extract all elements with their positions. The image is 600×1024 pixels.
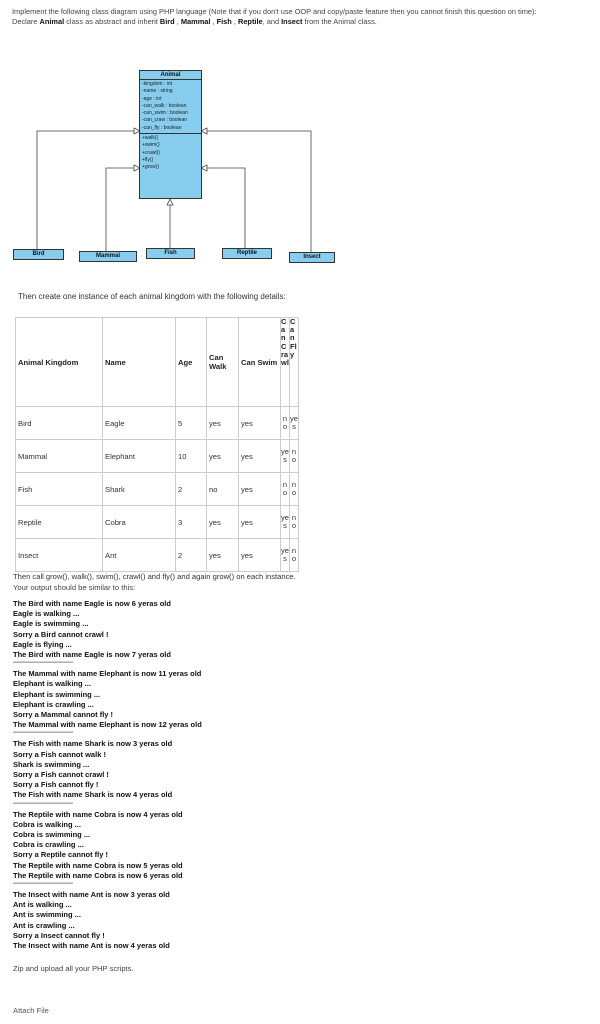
call-instruction-text: Then call grow(), walk(), swim(), crawl() and fly() and again grow() on each instance. bbox=[13, 572, 296, 581]
output-line: Sorry a Fish cannot walk ! bbox=[13, 749, 106, 759]
table-header-row bbox=[16, 318, 299, 407]
table-cell: no bbox=[281, 407, 290, 440]
output-line: Sorry a Bird cannot crawl ! bbox=[13, 629, 109, 639]
header-cell: Can Walk bbox=[207, 318, 239, 407]
output-line: Elephant is crawling ... bbox=[13, 699, 94, 709]
intro-text: class as abstract and inherit bbox=[64, 17, 160, 26]
header-cell: Age bbox=[176, 318, 207, 407]
arrow-fish bbox=[167, 199, 173, 205]
table-cell: 5 bbox=[176, 407, 207, 440]
header-cell: Name bbox=[103, 318, 176, 407]
output-line: Eagle is swimming ... bbox=[13, 619, 89, 629]
table-cell: Mammal bbox=[16, 440, 103, 473]
output-line: Ant is crawling ... bbox=[13, 920, 75, 930]
output-line: Ant is walking ... bbox=[13, 900, 72, 910]
table-cell: Shark bbox=[103, 473, 176, 506]
intro-insect: Insect bbox=[281, 17, 303, 26]
output-line: The Bird with name Eagle is now 7 yeras old bbox=[13, 650, 171, 660]
class-diagram bbox=[0, 62, 600, 272]
output-line: Elephant is walking ... bbox=[13, 679, 91, 689]
operation: +crawl() bbox=[142, 149, 160, 156]
table-cell: yes bbox=[239, 440, 281, 473]
attribute: -can_swim : boolean bbox=[142, 110, 188, 117]
output-line: Sorry a Reptile cannot fly ! bbox=[13, 850, 109, 860]
bird-class-box: Bird bbox=[13, 249, 64, 260]
header-cell: Can Swim bbox=[239, 318, 281, 407]
table-cell: no bbox=[290, 473, 299, 506]
intro-comma: , bbox=[210, 17, 217, 26]
output-line: The Insect with name Ant is now 3 yeras old bbox=[13, 890, 170, 900]
table-row bbox=[16, 539, 299, 572]
table-cell: 3 bbox=[176, 506, 207, 539]
intro-line-1: Implement the following class diagram using PHP language (Note that if you don't use OOP and copy/paste feature then you cannot finish this question on time): bbox=[12, 7, 537, 16]
table-cell: yes bbox=[239, 506, 281, 539]
output-line: The Reptile with name Cobra is now 4 yeras old bbox=[13, 809, 183, 819]
intro-mammal: Mammal bbox=[180, 17, 211, 26]
attach-file-link[interactable]: Attach File bbox=[13, 1006, 49, 1015]
separator: ------------------------------ bbox=[13, 730, 73, 737]
output-line: The Mammal with name Elephant is now 12 yeras old bbox=[13, 720, 202, 730]
animal-class-box bbox=[139, 70, 202, 199]
table-cell: Insect bbox=[16, 539, 103, 572]
question-intro bbox=[12, 7, 592, 27]
table-row bbox=[16, 473, 299, 506]
output-line: Eagle is flying ... bbox=[13, 639, 72, 649]
table-cell: yes bbox=[281, 440, 290, 473]
table-cell: Eagle bbox=[103, 407, 176, 440]
intro-line-2 bbox=[12, 17, 592, 27]
output-group-fish bbox=[13, 739, 593, 806]
separator: ------------------------------ bbox=[13, 800, 73, 807]
output-line: Cobra is walking ... bbox=[13, 819, 81, 829]
attribute: -can_craw : boolean bbox=[142, 117, 188, 124]
table-cell: Ant bbox=[103, 539, 176, 572]
table-cell: yes bbox=[290, 407, 299, 440]
output-line: The Fish with name Shark is now 3 yeras old bbox=[13, 739, 173, 749]
table-cell: Cobra bbox=[103, 506, 176, 539]
intro-fish: Fish bbox=[216, 17, 232, 26]
table-cell: 2 bbox=[176, 539, 207, 572]
instances-instruction: Then create one instance of each animal kingdom with the following details: bbox=[18, 292, 286, 301]
table-cell: yes bbox=[281, 539, 290, 572]
output-line: Sorry a Fish cannot fly ! bbox=[13, 780, 99, 790]
line-reptile bbox=[207, 168, 245, 248]
table-cell: no bbox=[290, 506, 299, 539]
intro-bird: Bird bbox=[159, 17, 175, 26]
header-cell: Can Crawl bbox=[281, 318, 290, 407]
output-line: Sorry a Fish cannot crawl ! bbox=[13, 770, 109, 780]
output-group-mammal bbox=[13, 669, 593, 736]
reptile-class-box: Reptile bbox=[222, 248, 272, 259]
output-line: Elephant is swimming ... bbox=[13, 689, 101, 699]
table-cell: yes bbox=[239, 473, 281, 506]
intro-comma: , bbox=[231, 17, 238, 26]
table-row bbox=[16, 506, 299, 539]
operation: +fly() bbox=[142, 156, 154, 163]
insect-class-box: Insect bbox=[289, 252, 335, 263]
table-cell: yes bbox=[207, 506, 239, 539]
table-cell: yes bbox=[281, 506, 290, 539]
animal-attributes bbox=[140, 80, 201, 134]
output-line: Sorry a Mammal cannot fly ! bbox=[13, 710, 114, 720]
output-line: Shark is swimming ... bbox=[13, 759, 90, 769]
animal-class-title: Animal bbox=[140, 71, 201, 80]
output-group-insect bbox=[13, 890, 593, 951]
attribute: -age : int bbox=[142, 95, 162, 102]
output-line: The Mammal with name Elephant is now 11 yeras old bbox=[13, 669, 202, 679]
output-line: Ant is swimming ... bbox=[13, 910, 81, 920]
inheritance-lines bbox=[0, 62, 600, 272]
table-cell: yes bbox=[207, 407, 239, 440]
table-cell: 10 bbox=[176, 440, 207, 473]
table-cell: yes bbox=[239, 539, 281, 572]
header-cell: Animal Kingdom bbox=[16, 318, 103, 407]
table-cell: Fish bbox=[16, 473, 103, 506]
output-line: Cobra is swimming ... bbox=[13, 830, 91, 840]
intro-reptile: Reptile bbox=[237, 17, 263, 26]
table-cell: Reptile bbox=[16, 506, 103, 539]
intro-comma: , bbox=[174, 17, 181, 26]
output-line: The Reptile with name Cobra is now 5 yeras old bbox=[13, 860, 183, 870]
table-cell: Bird bbox=[16, 407, 103, 440]
zip-upload-instruction: Zip and upload all your PHP scripts. bbox=[13, 964, 134, 973]
output-line: The Insect with name Ant is now 4 yeras old bbox=[13, 941, 170, 951]
animal-details-table bbox=[15, 317, 299, 572]
separator: ------------------------------ bbox=[13, 881, 73, 888]
separator: ------------------------------ bbox=[13, 660, 73, 667]
table-cell: no bbox=[281, 473, 290, 506]
animal-operations bbox=[140, 134, 201, 172]
operation: +swim() bbox=[142, 142, 160, 149]
line-bird bbox=[37, 131, 134, 251]
output-line: The Bird with name Eagle is now 6 yeras old bbox=[13, 599, 171, 608]
line-insect bbox=[207, 131, 311, 252]
fish-class-box: Fish bbox=[146, 248, 195, 259]
intro-animal: Animal bbox=[39, 17, 65, 26]
output-group-bird bbox=[13, 599, 593, 666]
output-line: The Fish with name Shark is now 4 yeras old bbox=[13, 790, 173, 800]
output-line: Cobra is crawling ... bbox=[13, 840, 84, 850]
table-cell: 2 bbox=[176, 473, 207, 506]
intro-text: from the Animal class. bbox=[302, 17, 377, 26]
table-row bbox=[16, 407, 299, 440]
table-cell: yes bbox=[207, 539, 239, 572]
output-line: The Reptile with name Cobra is now 6 yeras old bbox=[13, 870, 183, 880]
intro-text: and bbox=[266, 17, 282, 26]
expected-output bbox=[13, 599, 593, 954]
line-mammal bbox=[106, 168, 134, 251]
table-cell: yes bbox=[239, 407, 281, 440]
table-cell: no bbox=[290, 539, 299, 572]
attribute: -kingdom : int bbox=[142, 81, 173, 87]
table-cell: Elephant bbox=[103, 440, 176, 473]
intro-comma: , bbox=[262, 17, 267, 26]
output-group-reptile bbox=[13, 810, 593, 887]
intro-text: Declare bbox=[12, 17, 40, 26]
header-cell: Can Fly bbox=[290, 318, 299, 407]
table-row bbox=[16, 440, 299, 473]
output-line: Sorry a Insect cannot fly ! bbox=[13, 930, 105, 940]
attribute: -can_walk : boolean bbox=[142, 102, 187, 109]
operation: +grow() bbox=[142, 164, 160, 171]
output-line: Eagle is walking ... bbox=[13, 609, 80, 619]
attribute: -can_fly : boolean bbox=[142, 124, 182, 131]
table-cell: no bbox=[290, 440, 299, 473]
operation: +walk() bbox=[142, 135, 159, 142]
table-cell: yes bbox=[207, 440, 239, 473]
mammal-class-box: Mammal bbox=[79, 251, 137, 262]
table-cell: no bbox=[207, 473, 239, 506]
attribute: -name : string bbox=[142, 88, 173, 95]
call-instructions bbox=[13, 572, 593, 593]
output-intro-text: Your output should be similar to this: bbox=[13, 582, 136, 592]
